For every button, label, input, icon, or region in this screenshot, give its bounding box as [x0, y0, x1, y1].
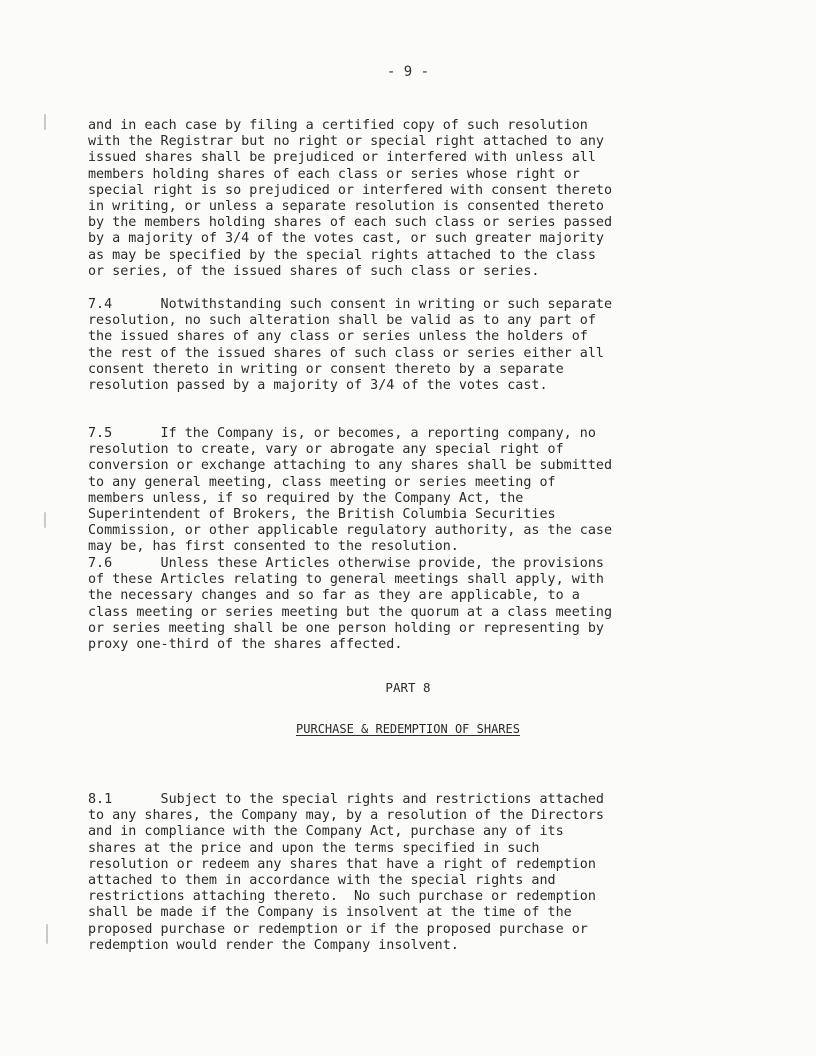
part-heading: PART 8	[385, 680, 431, 695]
page-number: - 9 -	[386, 64, 430, 80]
section-heading	[0, 722, 816, 736]
binding-hole-mark	[46, 924, 48, 944]
paragraph-8-1: 8.1 Subject to the special rights and restrictions attached to any shares, the Company may, by a resolution of the Directors and in compliance with the Company Act, purchase any of its shares at the price and upon the terms specified in such resolution or redeem any shares that have a right of redemption attached to them in accordance with the special rights and restrictions attaching thereto. No such purchase or redemption shall be made if the Company is insolvent at the time of the proposed purchase or redemption or if the proposed purchase or redemption would render the Company insolvent.	[88, 792, 604, 953]
paragraph-continuation: and in each case by filing a certified copy of such resolution with the Registrar but no right or special right attached to any issued shares shall be prejudiced or interfered with unless all members holding shares of each class or series whose right or special right is so prejudiced or interfered with consent thereto in writing, or unless a separate resolution is consented thereto by the members holding shares of each such class or series passed by a majority of 3/4 of the votes cast, or such greater majority as may be specified by the special rights attached to the class or series, of the issued shares of such class or series.	[88, 118, 613, 279]
paragraph-7-6: 7.6 Unless these Articles otherwise provide, the provisions of these Articles relating to general meetings shall apply, with the necessary changes and so far as they are applicable, to a class meeting or series meeting but the quorum at a class meeting or series meeting shall be one person holding or representing by proxy one-third of the shares affected.	[88, 556, 613, 653]
paragraph-7-4: 7.4 Notwithstanding such consent in writing or such separate resolution, no such alteration shall be valid as to any part of the issued shares of any class or series unless the holders of the rest of the issued shares of such class or series either all consent thereto in writing or consent thereto by a separate resolution passed by a majority of 3/4 of the votes cast.	[88, 297, 613, 394]
binding-hole-mark	[44, 114, 46, 130]
paragraph-7-5: 7.5 If the Company is, or becomes, a reporting company, no resolution to create, vary or abrogate any special right of conversion or exchange attaching to any shares shall be submitted to any general meeting, class meeting or series meeting of members unless, if so required by the Company Act, the Superintendent of Brokers, the British Columbia Securities Commission, or other applicable regulatory authority, as the case may be, has first consented to the resolution.	[88, 426, 613, 555]
section-heading-text: PURCHASE & REDEMPTION OF SHARES	[296, 722, 520, 736]
binding-hole-mark	[44, 512, 46, 528]
